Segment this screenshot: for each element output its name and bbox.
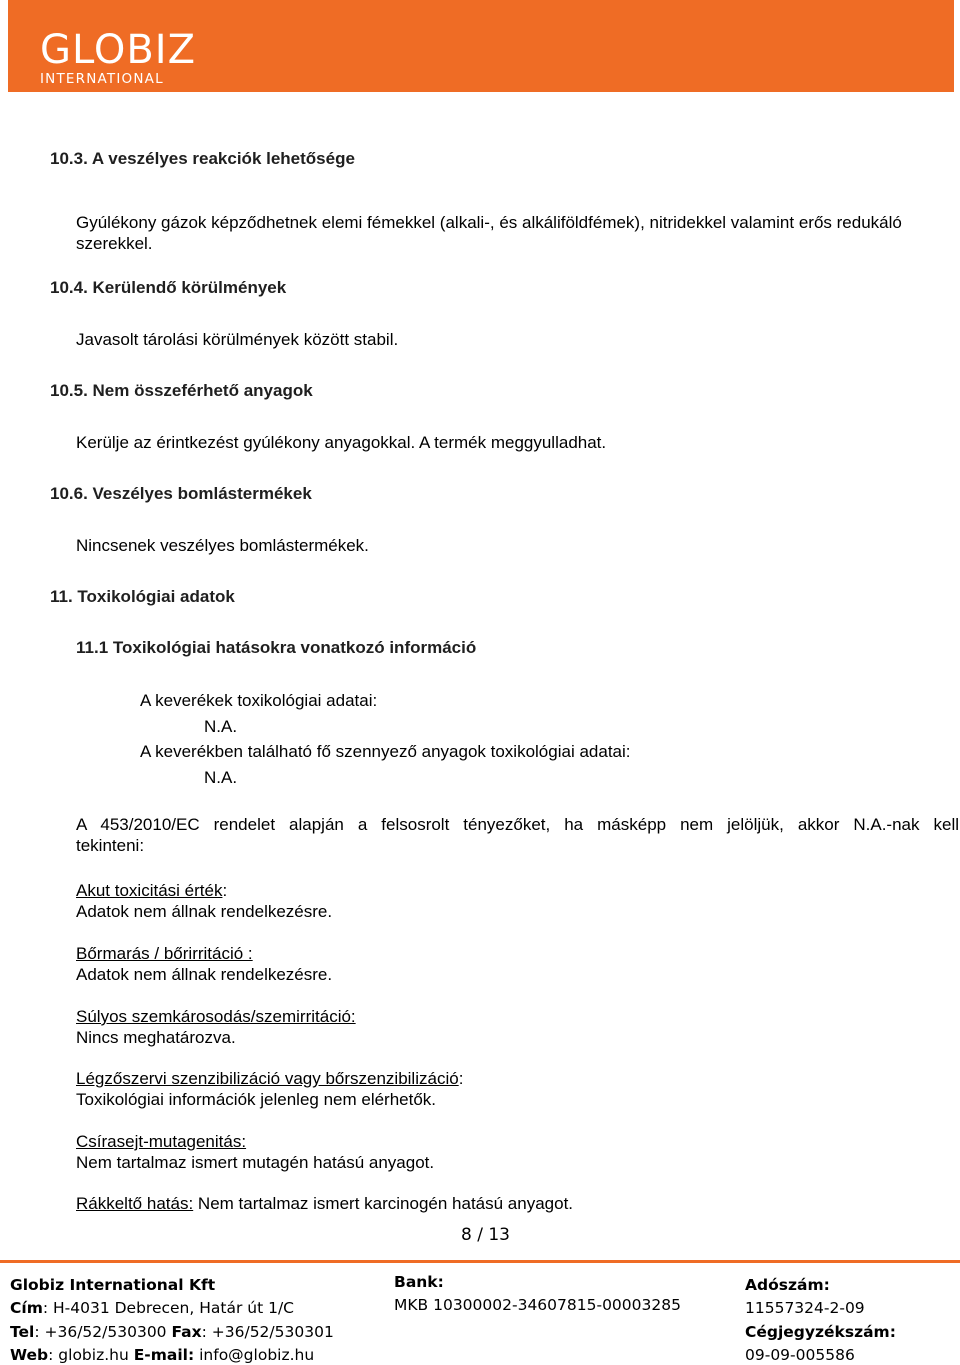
sensitization-colon: :: [458, 1069, 464, 1088]
footer-web-value: : globiz.hu: [48, 1346, 134, 1364]
footer-fax-value: : +36/52/530301: [201, 1323, 334, 1341]
footer-fax-label: Fax: [171, 1323, 202, 1341]
sensitization-value: Toxikológiai információk jelenleg nem elérhetők.: [76, 1090, 437, 1109]
main-pollutant-value: N.A.: [204, 768, 238, 787]
logo-brand: GLOBIZ: [40, 27, 196, 73]
footer-address: [10, 1298, 294, 1318]
footer-web-label: Web: [10, 1346, 49, 1364]
logo-brand-sub: INTERNATIONAL: [40, 71, 164, 87]
section-10-4-title: 10.4. Kerülendő körülmények: [50, 278, 287, 297]
footer-address-label: Cím: [10, 1299, 43, 1317]
mutagenicity-label: Csírasejt-mutagenitás:: [76, 1132, 247, 1151]
acute-toxicity-heading: [76, 880, 227, 901]
eye-damage-value: Nincs meghatározva.: [76, 1028, 236, 1047]
footer-company: Globiz International Kft: [10, 1276, 216, 1294]
footer-email-label: E-mail:: [133, 1346, 195, 1364]
footer-address-value: : H-4031 Debrecen, Határ út 1/C: [42, 1299, 294, 1317]
sensitization-label: Légzőszervi szenzibilizáció vagy bőrszenzibilizáció: [76, 1069, 459, 1088]
section-10-3-text-line2: szerekkel.: [76, 234, 153, 253]
section-11-title: 11. Toxikológiai adatok: [50, 587, 235, 606]
section-10-3-title: 10.3. A veszélyes reakciók lehetősége: [50, 149, 355, 168]
footer-tax-value: 11557324-2-09: [745, 1299, 865, 1317]
acute-toxicity-label: Akut toxicitási érték: [76, 881, 223, 900]
skin-irritation-label: Bőrmarás / bőrirritáció :: [76, 944, 253, 963]
section-10-6-text: Nincsenek veszélyes bomlástermékek.: [76, 536, 369, 555]
section-11-1-title: 11.1 Toxikológiai hatásokra vonatkozó információ: [76, 638, 477, 657]
footer-tel-label: Tel: [10, 1323, 35, 1341]
carcinogenicity-label: Rákkeltő hatás:: [76, 1194, 194, 1213]
section-10-6-title: 10.6. Veszélyes bomlástermékek: [50, 484, 312, 503]
footer-tel-value: : +36/52/530300: [34, 1323, 172, 1341]
mixture-tox-label: A keverékek toxikológiai adatai:: [140, 691, 378, 710]
carcinogenicity-line: [76, 1193, 573, 1214]
page-number: 8 / 13: [461, 1225, 510, 1245]
section-10-5-text: Kerülje az érintkezést gyúlékony anyagokkal. A termék meggyulladhat.: [76, 433, 607, 452]
section-10-3-text-line1: Gyúlékony gázok képződhetnek elemi fémekkel (alkali-, és alkáliföldfémek), nitridekkel valamint erős redukáló: [76, 213, 902, 232]
eye-damage-label: Súlyos szemkárosodás/szemirritáció:: [76, 1007, 356, 1026]
footer-web-email: [10, 1345, 314, 1365]
acute-toxicity-colon: :: [222, 881, 228, 900]
footer-tax-label: Adószám:: [745, 1276, 830, 1294]
regulation-text-line1: A 453/2010/EC rendelet alapján a felsosrolt tényezőket, ha másképp nem jelöljük, akkor N.A.-nak kell: [76, 815, 959, 834]
globiz-logo: [40, 27, 196, 87]
footer-registry-value: 09-09-005586: [745, 1346, 855, 1364]
footer-email-value: info@globiz.hu: [194, 1346, 315, 1364]
footer-bank-label: Bank:: [394, 1273, 444, 1291]
acute-toxicity-value: Adatok nem állnak rendelkezésre.: [76, 902, 333, 921]
section-10-5-title: 10.5. Nem összeférhető anyagok: [50, 381, 313, 400]
mixture-tox-value: N.A.: [204, 717, 238, 736]
main-pollutant-label: A keverékben található fő szennyező anyagok toxikológiai adatai:: [140, 742, 631, 761]
footer-phone-fax: [10, 1322, 334, 1342]
carcinogenicity-value: Nem tartalmaz ismert karcinogén hatású anyagot.: [193, 1194, 574, 1213]
page-header: [8, 0, 954, 92]
skin-irritation-value: Adatok nem állnak rendelkezésre.: [76, 965, 333, 984]
mutagenicity-value: Nem tartalmaz ismert mutagén hatású anyagot.: [76, 1153, 435, 1172]
footer-registry-label: Cégjegyzékszám:: [745, 1323, 896, 1341]
footer-divider: [0, 1260, 960, 1263]
footer-bank-value: MKB 10300002-34607815-00003285: [394, 1296, 681, 1314]
section-10-4-text: Javasolt tárolási körülmények között stabil.: [76, 330, 399, 349]
regulation-text-line2: tekinteni:: [76, 836, 145, 855]
sensitization-heading: [76, 1068, 463, 1089]
